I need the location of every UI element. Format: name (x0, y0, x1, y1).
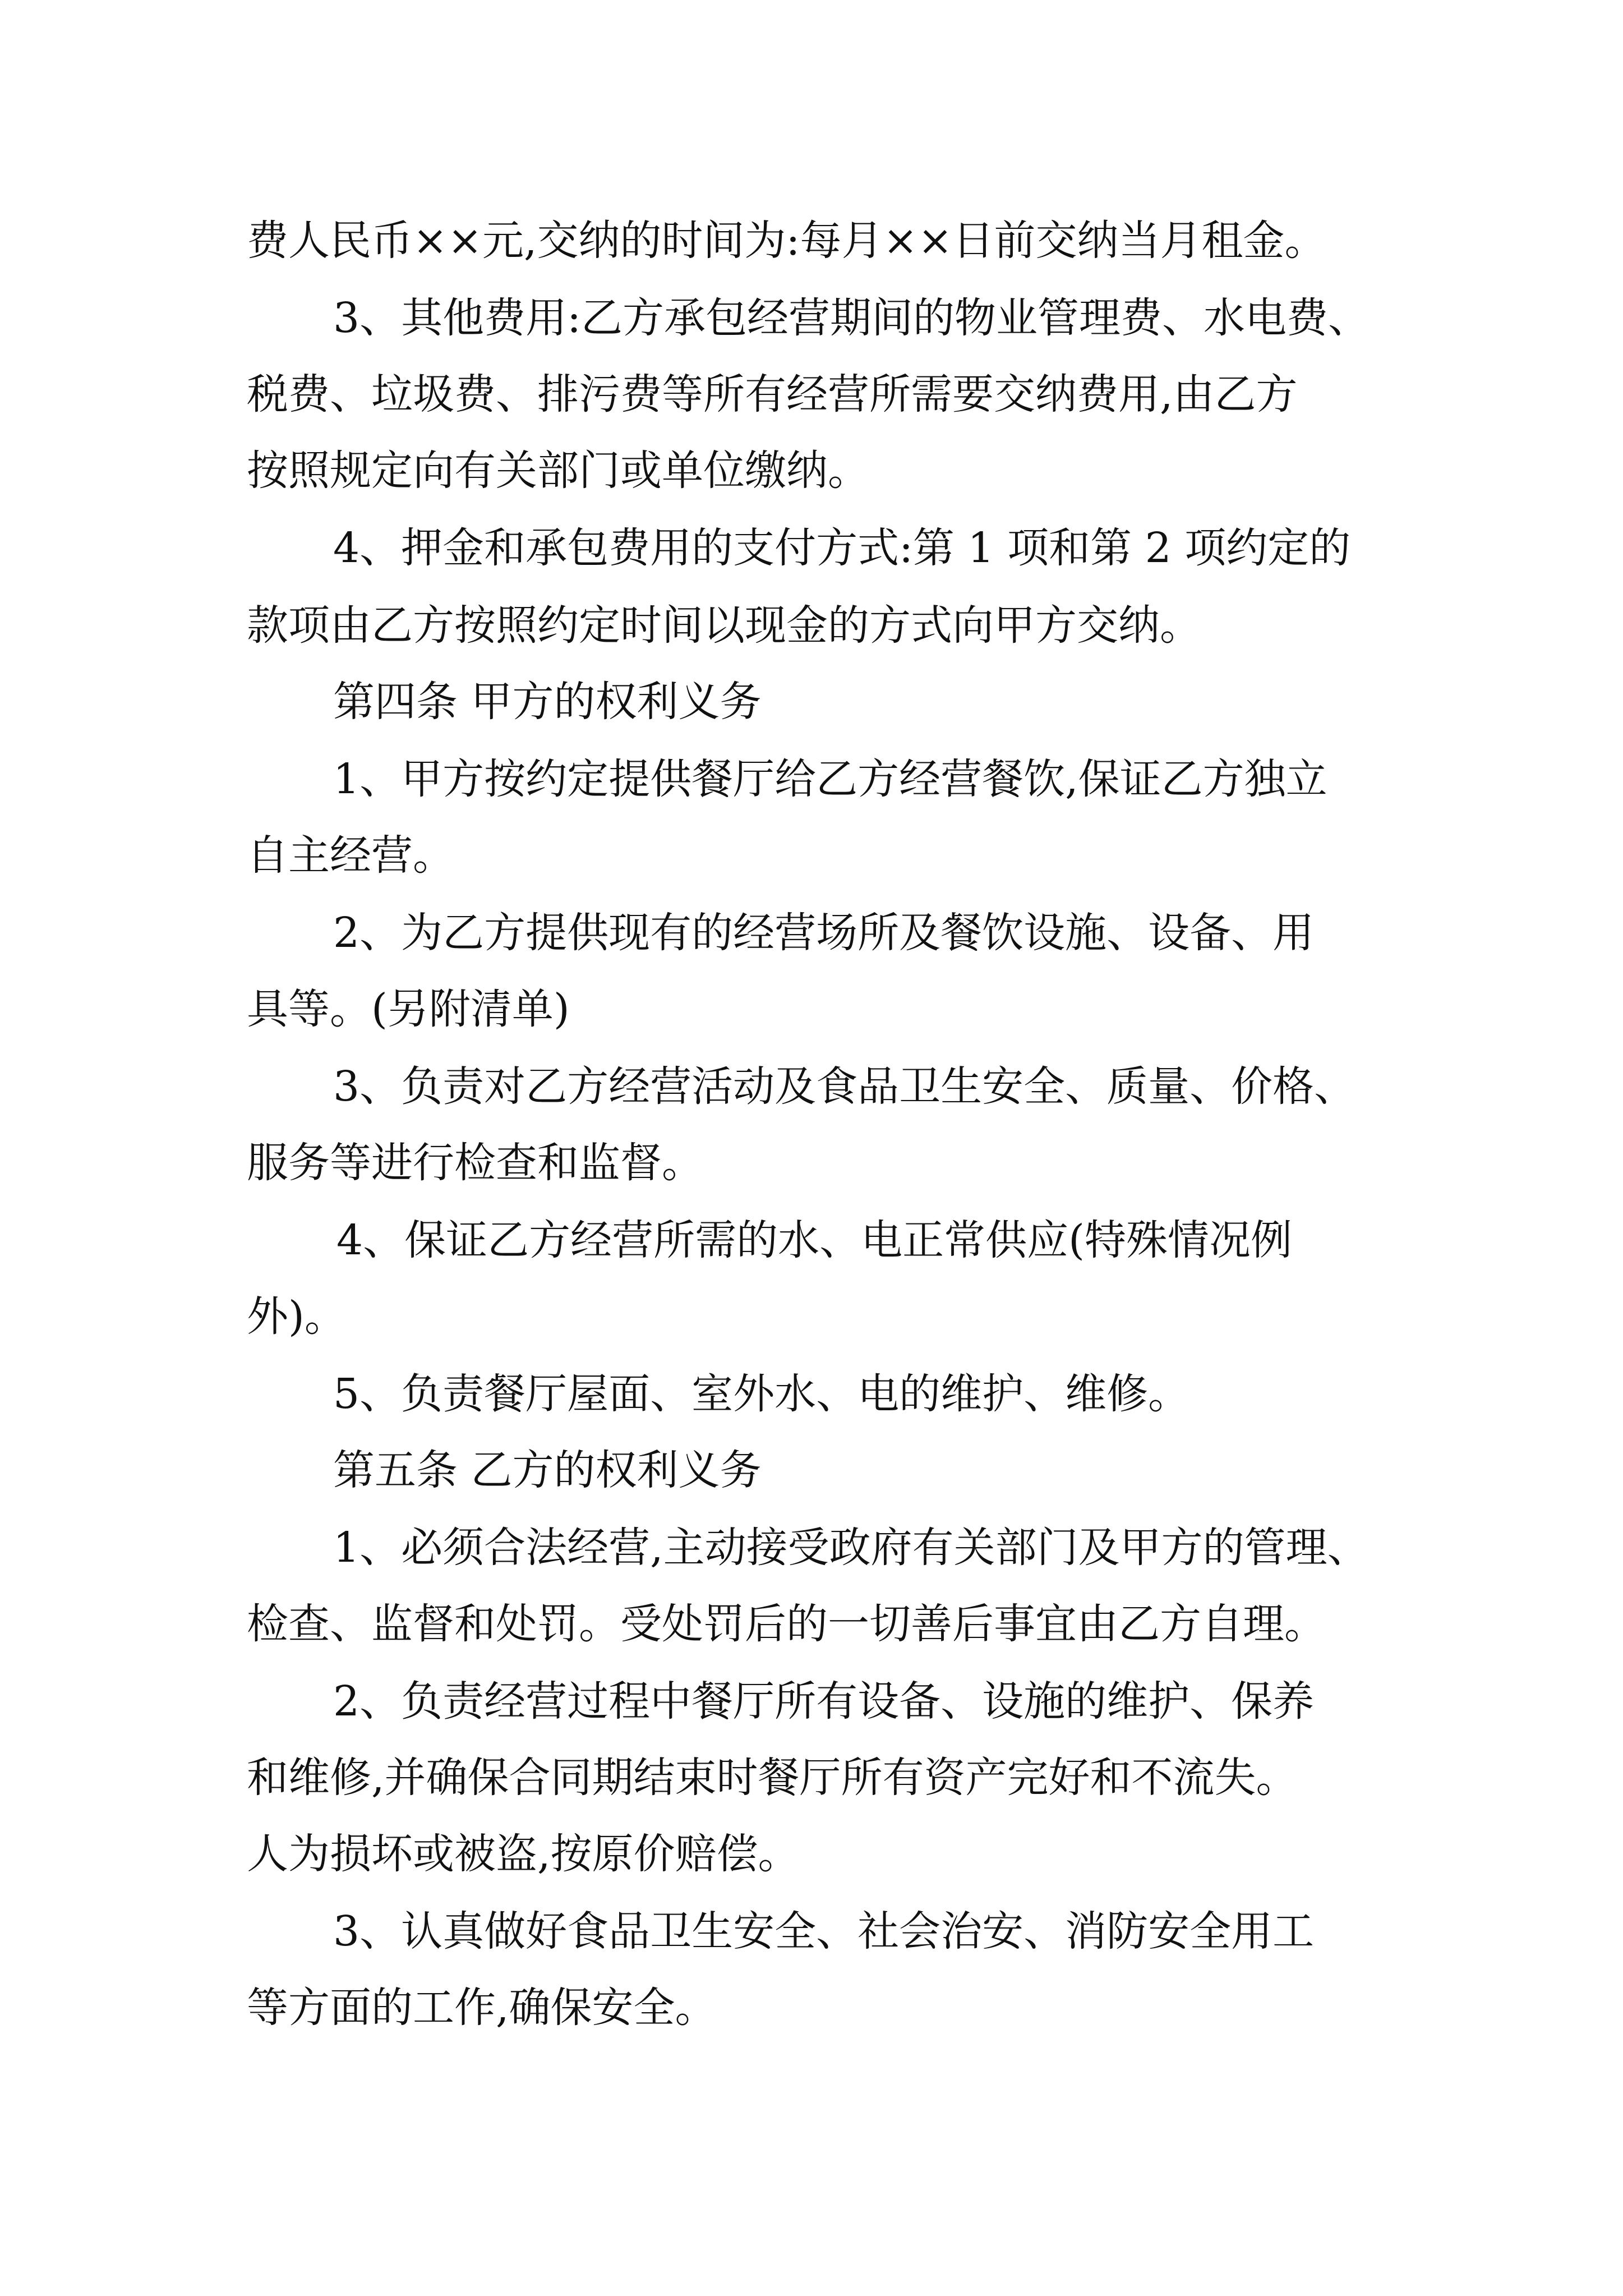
text-line: 外)。 (247, 1292, 346, 1341)
text-line: 费人民币××元,交纳的时间为:每月××日前交纳当月租金。 (247, 217, 1326, 265)
text-line: 4、押金和承包费用的支付方式:第 1 项和第 2 项约定的 (333, 524, 1351, 572)
text-line: 3、其他费用:乙方承包经营期间的物业管理费、水电费、 (333, 294, 1370, 342)
text-line: 3、负责对乙方经营活动及食品卫生安全、质量、价格、 (333, 1062, 1356, 1111)
section-heading: 第四条 甲方的权利义务 (333, 678, 762, 726)
text-line: 3、认真做好食品卫生安全、社会治安、消防安全用工 (333, 1907, 1315, 1955)
text-line: 服务等进行检查和监督。 (247, 1139, 703, 1187)
text-line: 自主经营。 (247, 831, 454, 880)
text-line: 5、负责餐厅屋面、室外水、电的维护、维修。 (333, 1370, 1190, 1418)
text-line: 按照规定向有关部门或单位缴纳。 (247, 447, 869, 495)
section-heading: 第五条 乙方的权利义务 (333, 1446, 762, 1494)
text-line: 1、必须合法经营,主动接受政府有关部门及甲方的管理、 (333, 1524, 1369, 1572)
text-line: 2、为乙方提供现有的经营场所及餐饮设施、设备、用 (333, 909, 1315, 957)
text-line: 款项由乙方按照约定时间以现金的方式向甲方交纳。 (247, 601, 1201, 650)
text-line: 税费、垃圾费、排污费等所有经营所需要交纳费用,由乙方 (247, 370, 1298, 418)
text-line: 2、负责经营过程中餐厅所有设备、设施的维护、保养 (333, 1677, 1315, 1726)
text-line: 4、保证乙方经营所需的水、电正常供应(特殊情况例 (336, 1216, 1292, 1264)
text-line: 检查、监督和处罚。受处罚后的一切善后事宜由乙方自理。 (247, 1600, 1326, 1648)
text-line: 人为损坏或被盗,按原价赔偿。 (247, 1830, 800, 1878)
text-line: 具等。(另附清单) (247, 985, 570, 1033)
text-line: 和维修,并确保合同期结束时餐厅所有资产完好和不流失。 (247, 1754, 1298, 1802)
text-line: 等方面的工作,确保安全。 (247, 1984, 717, 2032)
text-line: 1、甲方按约定提供餐厅给乙方经营餐饮,保证乙方独立 (333, 755, 1327, 803)
